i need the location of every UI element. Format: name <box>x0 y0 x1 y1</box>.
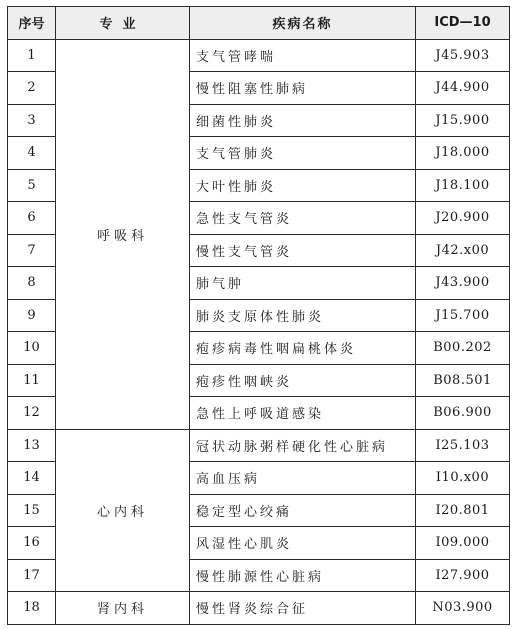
table-row <box>8 592 510 625</box>
disease-table <box>7 6 510 625</box>
disease-name: 肺炎支原体性肺炎 <box>190 299 416 332</box>
row-number: 9 <box>8 299 56 332</box>
disease-name: 疱疹性咽峡炎 <box>190 364 416 397</box>
table-body <box>8 39 510 624</box>
disease-name: 支气管肺炎 <box>190 137 416 170</box>
icd-code: J18.100 <box>416 169 510 202</box>
icd-code: J15.900 <box>416 104 510 137</box>
header-major: 专业 <box>56 7 190 40</box>
icd-code: J42.x00 <box>416 234 510 267</box>
row-number: 6 <box>8 202 56 235</box>
row-number: 11 <box>8 364 56 397</box>
row-number: 13 <box>8 429 56 462</box>
row-number: 10 <box>8 332 56 365</box>
icd-code: I20.801 <box>416 494 510 527</box>
icd-code: J20.900 <box>416 202 510 235</box>
disease-name: 慢性肾炎综合征 <box>190 592 416 625</box>
icd-code: I27.900 <box>416 559 510 592</box>
icd-code: J15.700 <box>416 299 510 332</box>
disease-name: 风湿性心肌炎 <box>190 527 416 560</box>
icd-code: J44.900 <box>416 72 510 105</box>
icd-code: J18.000 <box>416 137 510 170</box>
disease-name: 慢性阻塞性肺病 <box>190 72 416 105</box>
row-number: 18 <box>8 592 56 625</box>
disease-name: 肺气肿 <box>190 267 416 300</box>
disease-name: 疱疹病毒性咽扁桃体炎 <box>190 332 416 365</box>
disease-name: 大叶性肺炎 <box>190 169 416 202</box>
icd-code: I25.103 <box>416 429 510 462</box>
icd-code: I10.x00 <box>416 462 510 495</box>
row-number: 14 <box>8 462 56 495</box>
header-icd10: ICD—10 <box>416 7 510 40</box>
row-number: 15 <box>8 494 56 527</box>
row-number: 16 <box>8 527 56 560</box>
icd-code: I09.000 <box>416 527 510 560</box>
disease-name: 慢性肺源性心脏病 <box>190 559 416 592</box>
major-cell: 心内科 <box>56 429 190 592</box>
icd-code: J45.903 <box>416 39 510 72</box>
disease-name: 支气管哮喘 <box>190 39 416 72</box>
row-number: 1 <box>8 39 56 72</box>
disease-name: 高血压病 <box>190 462 416 495</box>
header-disease-name: 疾病名称 <box>190 7 416 40</box>
header-seq: 序号 <box>8 7 56 40</box>
table-row <box>8 429 510 462</box>
row-number: 8 <box>8 267 56 300</box>
disease-name: 急性支气管炎 <box>190 202 416 235</box>
disease-name: 冠状动脉粥样硬化性心脏病 <box>190 429 416 462</box>
row-number: 3 <box>8 104 56 137</box>
disease-name: 稳定型心绞痛 <box>190 494 416 527</box>
icd-code: B08.501 <box>416 364 510 397</box>
icd-code: B06.900 <box>416 397 510 430</box>
disease-name: 慢性支气管炎 <box>190 234 416 267</box>
row-number: 17 <box>8 559 56 592</box>
row-number: 2 <box>8 72 56 105</box>
row-number: 7 <box>8 234 56 267</box>
disease-name: 细菌性肺炎 <box>190 104 416 137</box>
row-number: 12 <box>8 397 56 430</box>
table-row <box>8 39 510 72</box>
icd-code: B00.202 <box>416 332 510 365</box>
major-cell: 呼吸科 <box>56 39 190 429</box>
row-number: 5 <box>8 169 56 202</box>
row-number: 4 <box>8 137 56 170</box>
icd-code: N03.900 <box>416 592 510 625</box>
disease-name: 急性上呼吸道感染 <box>190 397 416 430</box>
major-cell: 肾内科 <box>56 592 190 625</box>
table-header-row <box>8 7 510 40</box>
icd-code: J43.900 <box>416 267 510 300</box>
